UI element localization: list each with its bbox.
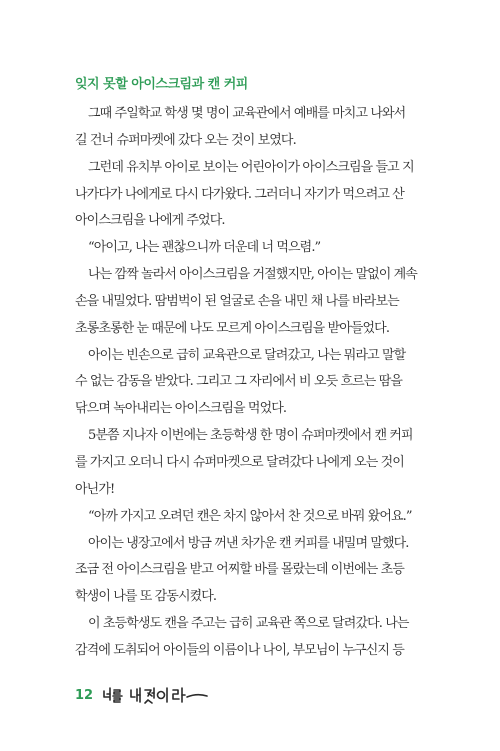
text-line: 나가다가 나에게로 다시 다가왔다. 그러더니 자기가 먹으려고 산 bbox=[75, 186, 404, 202]
text-line: 5분쯤 지나자 이번에는 초등학생 한 명이 슈퍼마켓에서 캔 커피 bbox=[88, 428, 413, 444]
text-line: 아닌가! bbox=[75, 481, 115, 497]
text-line: 를 가지고 오더니 다시 슈퍼마켓으로 달려갔다 나에게 오는 것이 bbox=[75, 454, 404, 470]
text-line: 감격에 도취되어 아이들의 이름이나 나이, 부모님이 누구신지 등 bbox=[75, 642, 404, 658]
text-line: 아이는 빈손으로 급히 교육관으로 달려갔고, 나는 뭐라고 말할 bbox=[88, 347, 406, 363]
text-line: 수 없는 감동을 받았다. 그리고 그 자리에서 비 오듯 흐르는 땀을 bbox=[75, 374, 403, 390]
body-text bbox=[75, 101, 431, 665]
text-line: 아이스크림을 나에게 주었다. bbox=[75, 213, 225, 229]
text-line: 그런데 유치부 아이로 보이는 어린아이가 아이스크림을 들고 지 bbox=[88, 159, 414, 175]
text-line: 조금 전 아이스크림을 받고 어찌할 바를 몰랐는데 이번에는 초등 bbox=[75, 562, 404, 578]
text-line: 이 초등학생도 캔을 주고는 급히 교육관 쪽으로 달려갔다. 나는 bbox=[88, 616, 409, 632]
text-line: “아까 가지고 오려던 캔은 차지 않아서 찬 것으로 바꿔 왔어요.” bbox=[88, 508, 412, 524]
text-line: 아이는 냉장고에서 방금 꺼낸 차가운 캔 커피를 내밀며 말했다. bbox=[88, 535, 409, 551]
text-line: 손을 내밀었다. 땀범벅이 된 얼굴로 손을 내민 채 나를 바라보는 bbox=[75, 293, 399, 309]
book-title-logo bbox=[101, 684, 211, 706]
text-line: 그때 주일학교 학생 몇 명이 교육관에서 예배를 마치고 나와서 bbox=[88, 106, 406, 121]
text-line: 닦으며 녹아내리는 아이스크림을 먹었다. bbox=[75, 401, 287, 417]
section-title: 잊지 못할 아이스크림과 캔 커피 bbox=[75, 77, 248, 92]
text-line: 초롱초롱한 눈 때문에 나도 모르게 아이스크림을 받아들었다. bbox=[75, 320, 390, 336]
text-line: “아이고, 나는 괜찮으니까 더운데 너 먹으렴.” bbox=[88, 240, 321, 256]
text-line: 길 건너 슈퍼마켓에 갔다 오는 것이 보였다. bbox=[75, 132, 296, 148]
page-number: 12 bbox=[75, 687, 94, 703]
text-line: 학생이 나를 또 감동시켰다. bbox=[75, 589, 217, 605]
page-footer bbox=[75, 684, 211, 706]
text-line: 나는 깜짝 놀라서 아이스크림을 거절했지만, 아이는 말없이 계속 bbox=[88, 267, 417, 283]
